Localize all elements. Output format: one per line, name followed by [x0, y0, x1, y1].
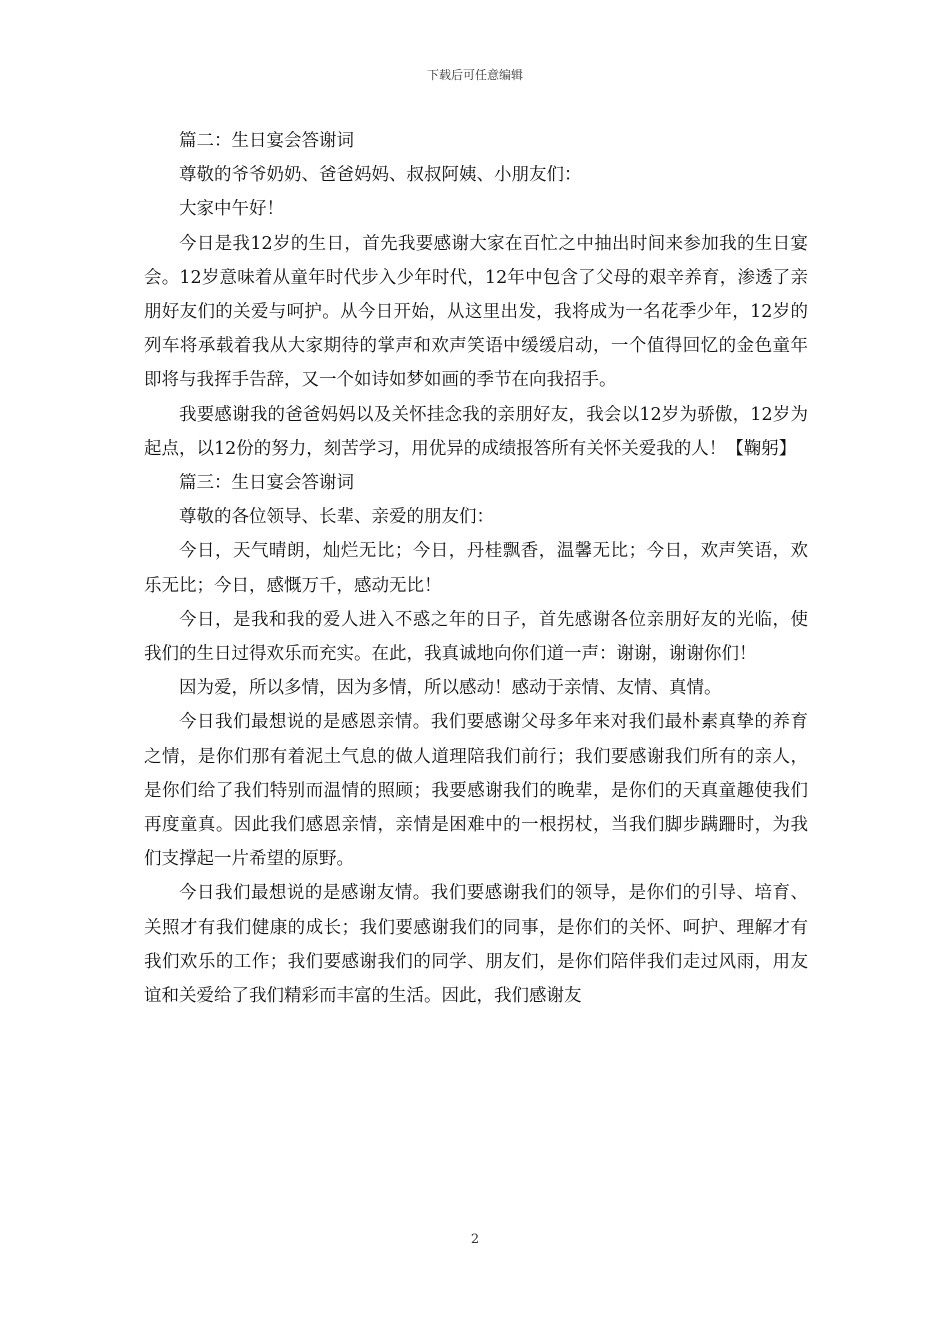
- body-paragraph: 今日是我12岁的生日，首先我要感谢大家在百忙之中抽出时间来参加我的生日宴会。12岁意味着从童年时代步入少年时代，12年中包含了父母的艰辛养育，渗透了亲朋好友们的关爱与呵护。从今日开始，从这里出发，我将成为一名花季少年，12岁的列车将承载着我从大家期待的掌声和欢声笑语中缓缓启动，一个值得回忆的金色童年即将与我挥手告辞，又一个如诗如梦如画的季节在向我招手。: [144, 233, 808, 391]
- body-paragraph: 我要感谢我的爸爸妈妈以及关怀挂念我的亲朋好友，我会以12岁为骄傲，12岁为起点，以12份的努力，刻苦学习，用优异的成绩报答所有关怀关爱我的人！【鞠躬】: [144, 404, 808, 459]
- body-paragraph: 今日，天气晴朗，灿烂无比；今日，丹桂飘香，温馨无比；今日，欢声笑语，欢乐无比；今日，感慨万千，感动无比！: [144, 541, 808, 596]
- body-paragraph: 今日，是我和我的爱人进入不惑之年的日子，首先感谢各位亲朋好友的光临，使我们的生日过得欢乐而充实。在此，我真诚地向你们道一声：谢谢，谢谢你们！: [144, 609, 808, 665]
- body-paragraph: 今日我们最想说的是感谢友情。我们要感谢我们的领导，是你们的引导、培育、关照才有我们健康的成长；我们要感谢我们的同事，是你们的关怀、呵护、理解才有我们欢乐的工作；我们要感谢我们的同学、朋友们，是你们陪伴我们走过风雨，用友谊和关爱给了我们精彩而丰富的生活。因此，我们感谢友: [144, 883, 808, 1007]
- greeting: 大家中午好！: [179, 199, 284, 220]
- section-title: 篇二：生日宴会答谢词: [179, 131, 354, 151]
- section-title: 篇三：生日宴会答谢词: [179, 473, 354, 494]
- body-paragraph: 今日我们最想说的是感恩亲情。我们要感谢父母多年来对我们最朴素真挚的养育之情，是你们那有着泥土气息的做人道理陪我们前行；我们要感谢我们所有的亲人，是你们给了我们特别而温情的照顾；我要感谢我们的晚辈，是你们的天真童趣使我们再度童真。因此我们感恩亲情，亲情是困难中的一根拐杖，当我们脚步蹒跚时，为我们支撑起一片希望的原野。: [144, 712, 808, 870]
- document-body: [144, 124, 808, 1013]
- salutation: 尊敬的各位领导、长辈、亲爱的朋友们：: [179, 507, 494, 528]
- page-number: 2: [470, 1232, 480, 1247]
- salutation: 尊敬的爷爷奶奶、爸爸妈妈、叔叔阿姨、小朋友们：: [179, 165, 582, 186]
- body-paragraph: 因为爱，所以多情，因为多情，所以感动！感动于亲情、友情、真情。: [179, 678, 722, 699]
- page-header: 下载后可任意编辑: [426, 68, 523, 82]
